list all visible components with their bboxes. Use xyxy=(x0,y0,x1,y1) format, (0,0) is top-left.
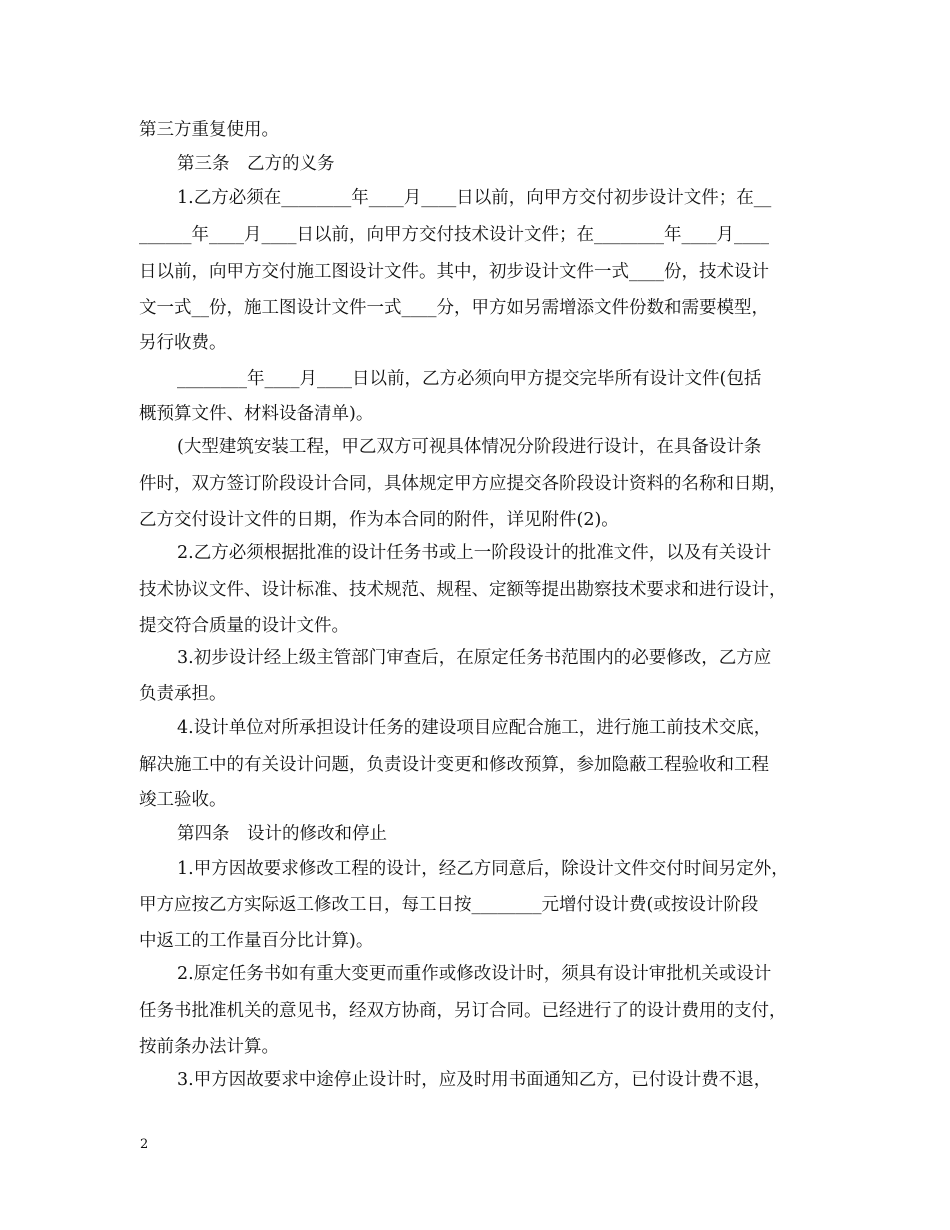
section-heading-4: 第四条 设计的修改和停止 xyxy=(177,824,387,844)
paragraph-line: 技术协议文件、设计标准、技术规范、规程、定额等提出勘察技术要求和进行设计， xyxy=(139,580,787,600)
paragraph-line: 件时，双方签订阶段设计合同，具体规定甲方应提交各阶段设计资料的名称和日期， xyxy=(139,474,787,494)
paragraph-line: 解决施工中的有关设计问题，负责设计变更和修改预算，参加隐蔽工程验收和工程 xyxy=(139,755,769,775)
paragraph-line: 提交符合质量的设计文件。 xyxy=(139,616,349,636)
paragraph-line: 乙方交付设计文件的日期，作为本合同的附件，详见附件(2)。 xyxy=(139,510,619,530)
paragraph-line: 文一式__份，施工图设计文件一式____分，甲方如另需增添文件份数和需要模型， xyxy=(139,298,769,318)
paragraph-line: 3.甲方因故要求中途停止设计时，应及时用书面通知乙方，已付设计费不退， xyxy=(177,1070,772,1090)
paragraph-line: 1.甲方因故要求修改工程的设计，经乙方同意后，除设计文件交付时间另定外， xyxy=(177,859,789,879)
paragraph-line: ______年____月____日以前，向甲方交付技术设计文件；在________年____月____ xyxy=(139,225,769,245)
paragraph-line: 3.初步设计经上级主管部门审查后，在原定任务书范围内的必要修改，乙方应 xyxy=(177,648,772,668)
paragraph-line: 负责承担。 xyxy=(139,684,227,704)
paragraph-line: 甲方应按乙方实际返工修改工日，每工日按________元增付设计费(或按设计阶段 xyxy=(139,895,759,915)
paragraph-line: 任务书批准机关的意见书，经双方协商，另订合同。已经进行了的设计费用的支付， xyxy=(139,1001,787,1021)
paragraph-line: 日以前，向甲方交付施工图设计文件。其中，初步设计文件一式____份，技术设计 xyxy=(139,262,769,282)
paragraph-line: 1.乙方必须在________年____月____日以前，向甲方交付初步设计文件；在__ xyxy=(177,188,772,208)
paragraph-line: 概预算文件、材料设备清单)。 xyxy=(139,404,374,424)
paragraph-line: ________年____月____日以前，乙方必须向甲方提交完毕所有设计文件(包括 xyxy=(177,369,762,389)
paragraph-line: 另行收费。 xyxy=(139,333,227,353)
paragraph-line: 中返工的工作量百分比计算)。 xyxy=(139,931,374,951)
paragraph-line: 第三方重复使用。 xyxy=(139,120,279,140)
paragraph-line: 竣工验收。 xyxy=(139,790,227,810)
paragraph-line: 按前条办法计算。 xyxy=(139,1037,279,1057)
paragraph-line: 2.原定任务书如有重大变更而重作或修改设计时，须具有设计审批机关或设计 xyxy=(177,964,772,984)
page-number: 2 xyxy=(140,1137,149,1152)
paragraph-line: 2.乙方必须根据批准的设计任务书或上一阶段设计的批准文件，以及有关设计 xyxy=(177,543,772,563)
paragraph-line: 4.设计单位对所承担设计任务的建设项目应配合施工，进行施工前技术交底， xyxy=(177,718,772,738)
paragraph-line: (大型建筑安装工程，甲乙双方可视具体情况分阶段进行设计，在具备设计条 xyxy=(177,437,762,457)
section-heading-3: 第三条 乙方的义务 xyxy=(177,154,335,174)
